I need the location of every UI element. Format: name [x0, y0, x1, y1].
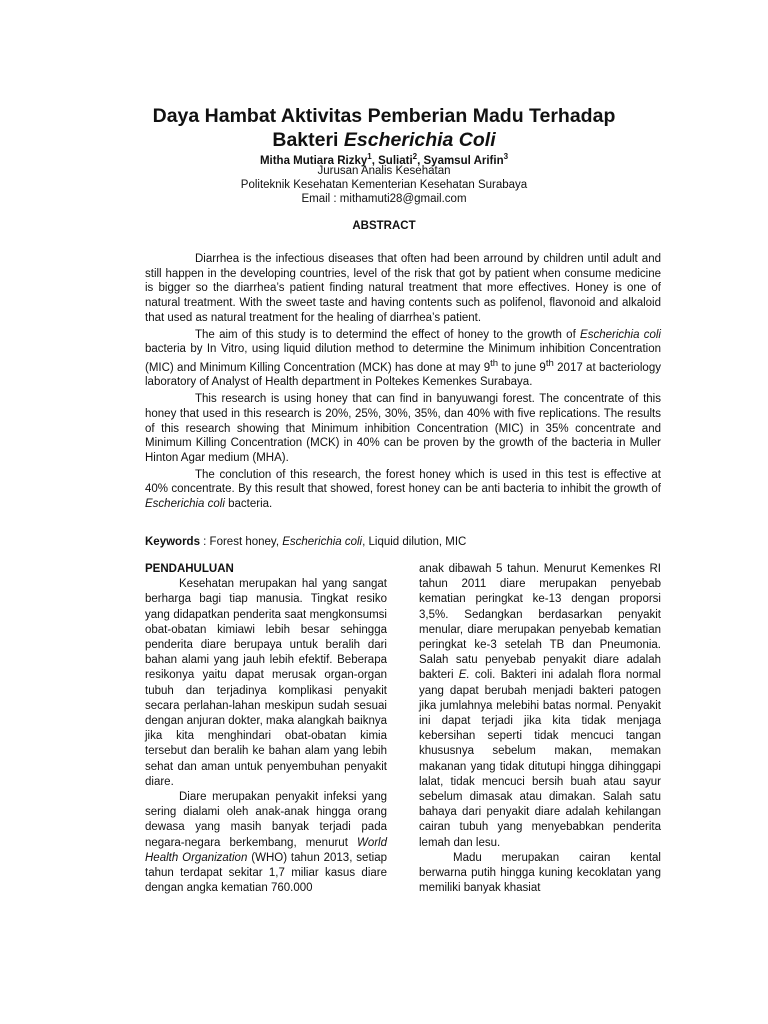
body-italic: E. — [458, 669, 470, 682]
author-separator: , — [417, 154, 424, 167]
abstract-p4-text: bacteria. — [224, 498, 273, 511]
body-text: coli. Bakteri ini adalah flora normal yang dapat berubah menjadi bakteri patogen jika jumlahnya melebihi batas normal. Penyakit ini dapat terjadi jika kita tidak menjaga kebersihan seperti tidak mencuci tangan khususnya sebelum makan, memakan makanan yang tidak ditutupi hingga dihinggapi lalat, tidak mencuci bersih buah atau sayur sebelum dimasak atau dimakan. Salah satu bahaya dari penyakit diare adalah kehilangan cairan tubuh yang menyebabkan penderita lemah dan lesu. — [419, 669, 661, 849]
title-line-1: Daya Hambat Aktivitas Pemberian Madu Terhadap — [152, 105, 616, 127]
title-organism: Escherichia Coli — [343, 129, 496, 151]
section-heading: PENDAHULUAN — [145, 563, 234, 575]
author-3-affil: 3 — [503, 152, 509, 161]
abstract-body — [145, 252, 661, 512]
title-line-2-prefix: Bakteri — [272, 129, 344, 151]
abstract-p2-organism: Escherichia coli — [580, 328, 661, 341]
abstract-p2-text: bacteria by In Vitro, using liquid dilution method to determine the Minimum inhibition Concentration (MIC) and Minimum Killing Concentration (MCK) has done at may 9 — [145, 343, 661, 374]
abstract-paragraph-3: This research is using honey that can find in banyuwangi forest. The concentrate of this honey that used in this research is 20%, 25%, 30%, 35%, dan 40% with five replications. The results of this research showing that Minimum inhibition Concentration (MIC) in 35% concentrate and Minimum Killing Concentration (MCK) in 40% can be proven by the growth of the bacteria in Muller Hinton Agar medium (MHA). — [145, 393, 661, 464]
body-italic: World Health Organization — [145, 836, 387, 864]
body-paragraph: Kesehatan merupakan hal yang sangat berharga bagi tiap manusia. Tingkat resiko yang didapatkan penderita saat mengkonsumsi obat-obatan kimiawi lebih besar sehingga penderita diare berupaya untuk beralih dari bahan alami yang jauh lebih efektif. Beberapa resikonya yaitu dapat merusak organ-organ tubuh dan terjadinya komplikasi penyakit secara perlahan-lahan meskipun sudah sesuai dengan anjuran dokter, maka alangkah baiknya jika kita menghindari obat-obatan kimia tersebut dan beralih ke bahan alam yang lebih sehat dan aman untuk penyembuhan penyakit diare. — [145, 578, 387, 788]
affiliation-block — [0, 164, 768, 206]
keywords-organism: Escherichia coli — [282, 536, 363, 548]
author-1-affil: 1 — [367, 152, 372, 161]
abstract-heading: ABSTRACT — [352, 220, 416, 232]
body-column-left — [145, 562, 387, 896]
body-paragraph — [419, 562, 661, 851]
author-2: Suliati — [378, 154, 413, 167]
abstract-paragraph-1: Diarrhea is the infectious diseases that often had been arround by children until adult and still happen in the developing countries, level of the risk that got by patient when consume medicine is bigger so the diarrhea’s patient finding natural treatment that more effectives. Honey is one of natural treatment. With the sweet taste and having contents such as polifenol, flavonoid and alkaloid that used as natural treatment for the healing of diarrhea’s patient. — [145, 253, 661, 324]
abstract-p2-text: The aim of this study is to determind the effect of honey to the growth of — [195, 328, 581, 341]
keywords-line — [145, 535, 661, 549]
keywords-label: Keywords — [145, 536, 200, 548]
abstract-p2-sup: th — [545, 357, 554, 369]
author-separator: , — [371, 154, 379, 167]
title-line-2 — [0, 128, 768, 152]
abstract-p2-text: 2017 at bacteriology laboratory of Analyst of Health department in Poltekes Kemenkes Surabaya. — [145, 361, 661, 389]
paper-title — [0, 104, 768, 152]
keywords-text: , Liquid dilution, MIC — [362, 536, 467, 548]
abstract-p4-text: The conclution of this research, the forest honey which is used in this test is effective at 40% concentrate. By this result that showed, forest honey can be anti bacteria to inhibit the growth of — [145, 468, 661, 496]
department: Jurusan Analis Kesehatan — [317, 165, 451, 177]
abstract-p2-text: to june 9 — [498, 361, 546, 374]
body-column-right — [419, 562, 661, 896]
institution: Politeknik Kesehatan Kementerian Kesehatan Surabaya — [240, 179, 528, 191]
author-1: Mitha Mutiara Rizky — [259, 154, 368, 167]
abstract-paragraph-4 — [145, 468, 661, 512]
body-text: anak dibawah 5 tahun. Menurut Kemenkes RI tahun 2011 diare merupakan penyebab kematian peringkat ke-13 dengan proporsi 3,5%. Sedangkan berdasarkan penyakit menular, diare merupakan penyebab kematian peringkat ke-3 setelah TB dan Pneumonia. Salah satu penyebab penyakit diare adalah bakteri — [419, 563, 661, 682]
body-text: Diare merupakan penyakit infeksi yang sering dialami oleh anak-anak hingga orang dewasa yang masih banyak terjadi pada negara-negara berkembang, menurut — [145, 791, 387, 849]
abstract-paragraph-2 — [145, 328, 661, 391]
email: Email : mithamuti28@gmail.com — [301, 193, 467, 205]
body-paragraph — [145, 790, 387, 896]
author-3: Syamsul Arifin — [423, 154, 504, 167]
abstract-p2-sup: th — [490, 357, 499, 369]
keywords-text: : Forest honey, — [199, 536, 283, 548]
body-text: (WHO) tahun 2013, setiap tahun terdapat sekitar 1,7 miliar kasus diare dengan angka kematian 760.000 — [145, 851, 387, 895]
abstract-p4-organism: Escherichia coli — [145, 498, 225, 511]
author-2-affil: 2 — [412, 152, 418, 161]
body-paragraph: Madu merupakan cairan kental berwarna putih hingga kuning kecoklatan yang memiliki banyak khasiat — [419, 851, 661, 895]
